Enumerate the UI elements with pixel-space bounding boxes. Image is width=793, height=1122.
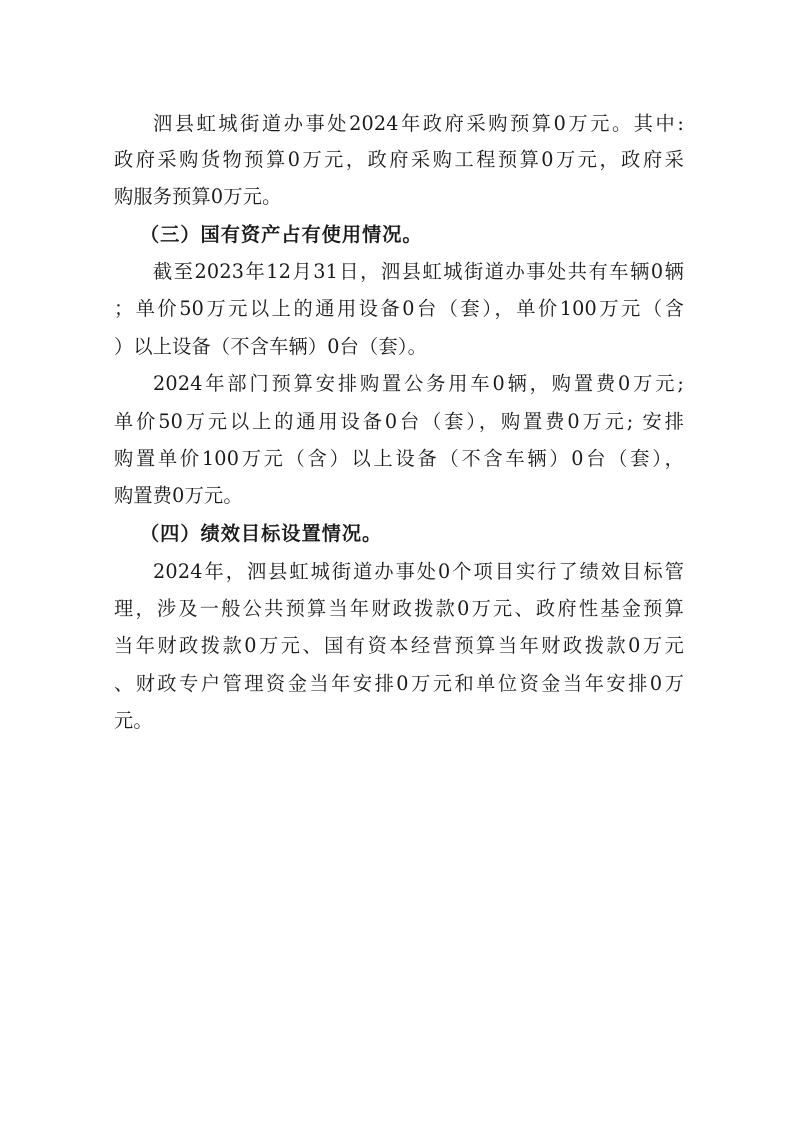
- paragraph-assets-line-2: ；单价50万元以上的通用设备0台（套），单价100万元（含: [114, 297, 684, 320]
- paragraph-performance-line-1: 2024年，泗县虹城街道办事处0个项目实行了绩效目标管: [153, 560, 684, 583]
- paragraph-purchase-line-2: 单价50万元以上的通用设备0台（套），购置费0万元; 安排: [114, 410, 684, 433]
- paragraph-purchase-line-3: 购置单价100万元（含）以上设备（不含车辆）0台（套），: [114, 447, 684, 470]
- paragraph-performance-line-2: 理，涉及一般公共预算当年财政拨款0万元、政府性基金预算: [114, 597, 684, 620]
- paragraph-assets-line-3: ）以上设备（不含车辆）0台（套）。: [114, 335, 428, 358]
- paragraph-performance-line-4: 、财政专户管理资金当年安排0万元和单位资金当年安排0万: [114, 672, 684, 695]
- paragraph-performance-line-5: 元。: [114, 709, 153, 732]
- paragraph-performance-line-3: 当年财政拨款0万元、国有资本经营预算当年财政拨款0万元: [114, 634, 684, 657]
- paragraph-assets-line-1: 截至2023年12月31日，泗县虹城街道办事处共有车辆0辆: [153, 260, 684, 283]
- paragraph-purchase-line-1: 2024年部门预算安排购置公务用车0辆，购置费0万元;: [153, 372, 684, 395]
- paragraph-procurement-line-1: 泗县虹城街道办事处2024年政府采购预算0万元。其中:: [153, 112, 684, 135]
- section-heading-performance: （四）绩效目标设置情况。: [140, 522, 383, 545]
- paragraph-procurement-line-2: 政府采购货物预算0万元，政府采购工程预算0万元，政府采: [114, 148, 684, 171]
- section-heading-assets: （三）国有资产占有使用情况。: [140, 223, 423, 246]
- paragraph-purchase-line-4: 购置费0万元。: [114, 484, 243, 507]
- paragraph-procurement-line-3: 购服务预算0万元。: [114, 185, 282, 208]
